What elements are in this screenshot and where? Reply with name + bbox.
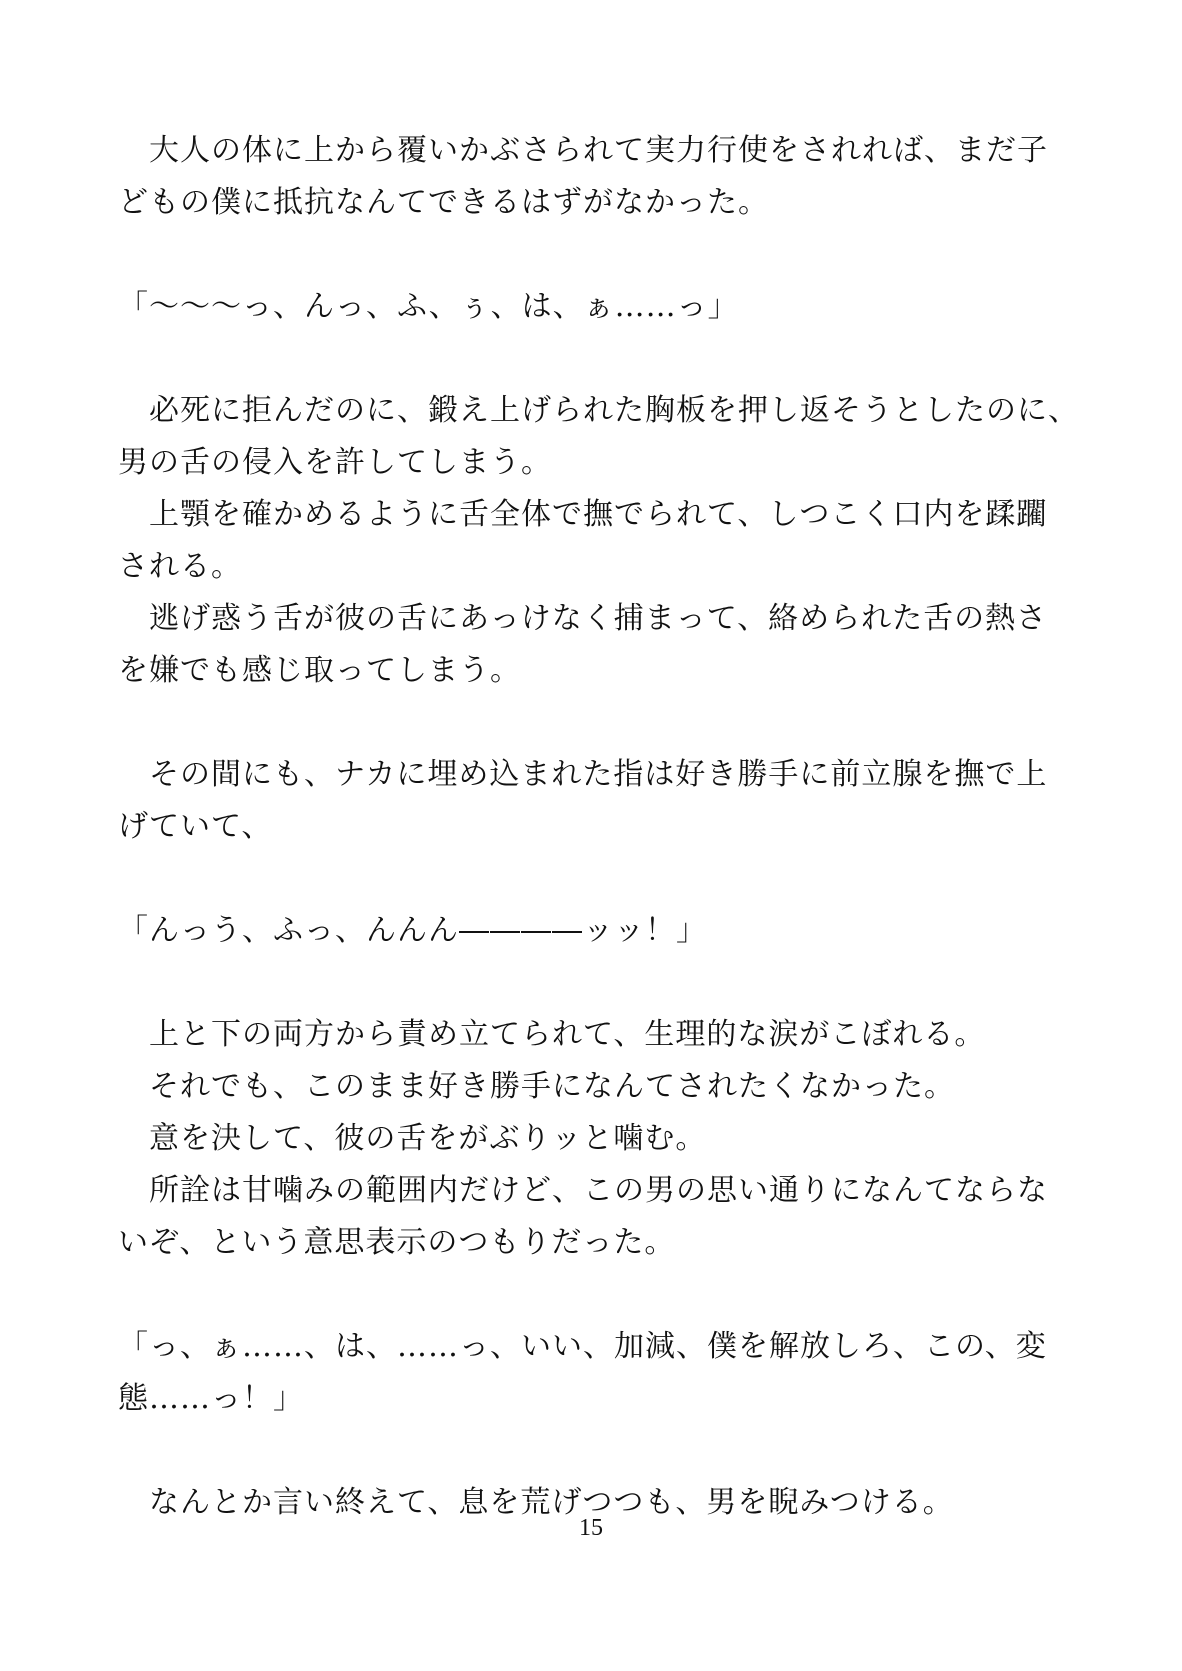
page-number: 15	[579, 1515, 603, 1541]
dialogue-line: 「んっう、ふっ、んんん――――ッッ！」	[118, 913, 707, 948]
text-line: 逃げ惑う舌が彼の舌にあっけなく捕まって、絡められた舌の熱さ	[118, 601, 1048, 636]
blank-line	[118, 229, 1078, 281]
text-line: いぞ、という意思表示のつもりだった。	[118, 1225, 676, 1260]
blank-line	[118, 1425, 1078, 1477]
text-line: 男の舌の侵入を許してしまう。	[118, 445, 552, 480]
dialogue-line: 「っ、ぁ……、は、……っ、いい、加減、僕を解放しろ、この、変	[118, 1329, 1047, 1364]
text-line: なんとか言い終えて、息を荒げつつも、男を睨みつける。	[118, 1485, 954, 1520]
text-line: 必死に拒んだのに、鍛え上げられた胸板を押し返そうとしたのに、	[118, 393, 1079, 428]
text-line: 上と下の両方から責め立てられて、生理的な涙がこぼれる。	[118, 1017, 986, 1052]
text-line: どもの僕に抵抗なんてできるはずがなかった。	[118, 185, 769, 220]
text-line: 大人の体に上から覆いかぶさられて実力行使をされれば、まだ子	[118, 133, 1048, 168]
text-line: その間にも、ナカに埋め込まれた指は好き勝手に前立腺を撫で上	[118, 757, 1048, 792]
blank-line	[118, 853, 1078, 905]
text-line: を嫌でも感じ取ってしまう。	[118, 653, 521, 688]
text-line: される。	[118, 549, 242, 584]
text-line: 意を決して、彼の舌をがぶりッと噛む。	[118, 1121, 707, 1156]
text-line: それでも、このまま好き勝手になんてされたくなかった。	[118, 1069, 955, 1104]
blank-line	[118, 333, 1078, 385]
text-line: 所詮は甘噛みの範囲内だけど、この男の思い通りになんてならな	[118, 1173, 1048, 1208]
dialogue-line: 態……っ！」	[118, 1381, 304, 1416]
text-line: 上顎を確かめるように舌全体で撫でられて、しつこく口内を蹂躙	[118, 497, 1048, 532]
blank-line	[118, 957, 1078, 1009]
blank-line	[118, 697, 1078, 749]
blank-line	[118, 1269, 1078, 1321]
page-body	[118, 125, 1078, 1529]
dialogue-line: 「〜〜〜っ、んっ、ふ、ぅ、は、ぁ……っ」	[118, 289, 739, 324]
text-line: げていて、	[118, 809, 273, 844]
